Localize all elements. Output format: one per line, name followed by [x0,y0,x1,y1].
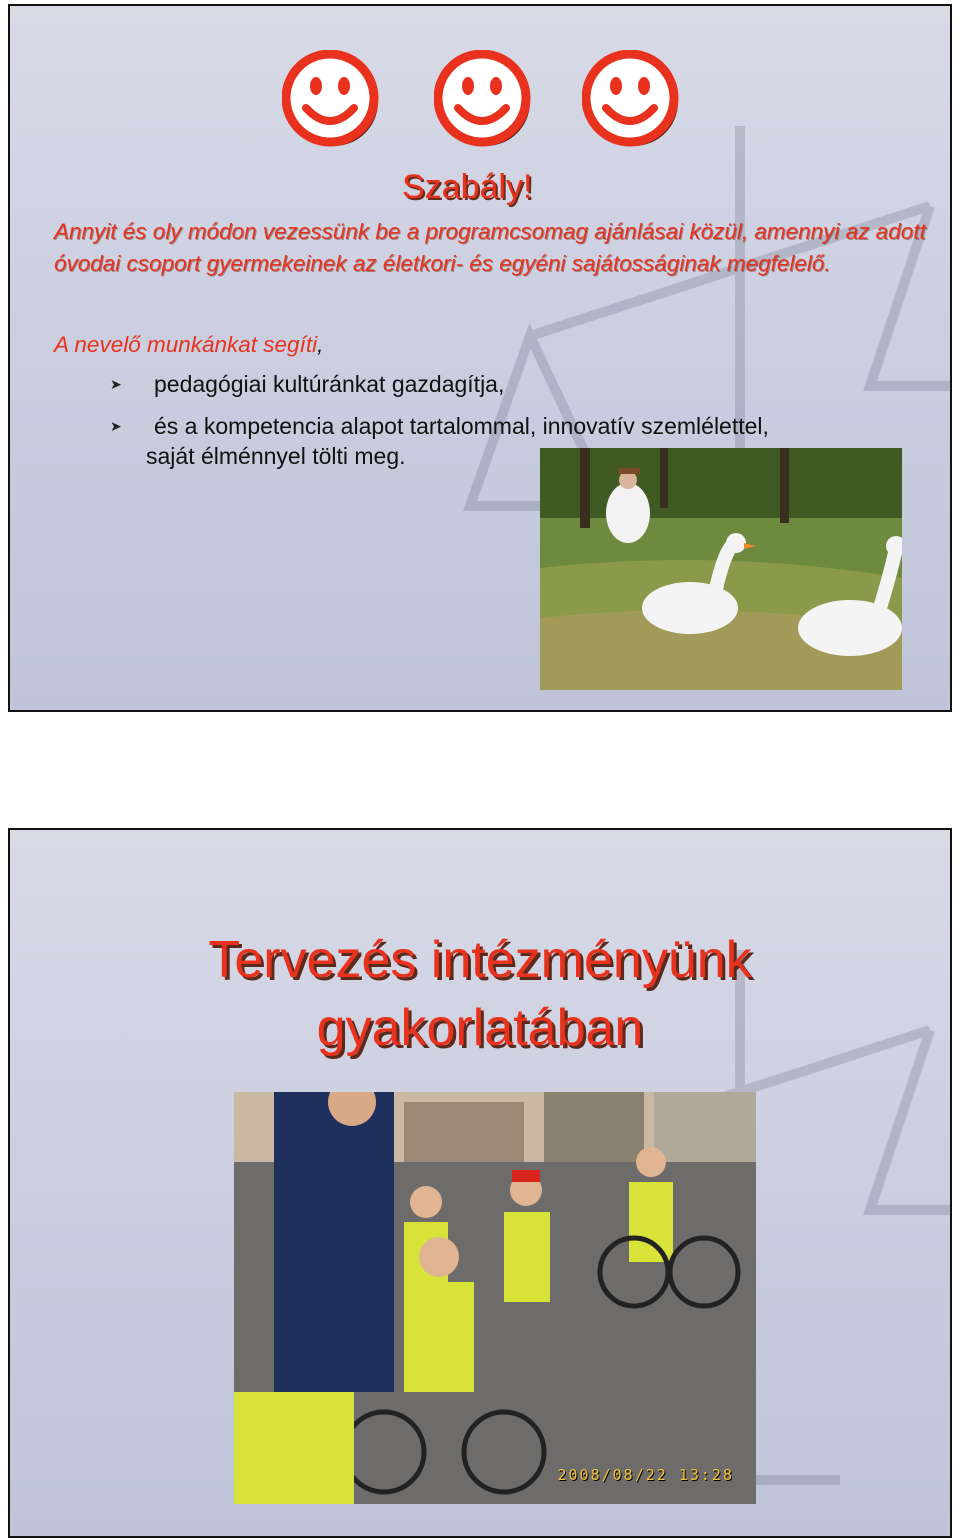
bullet-text: pedagógiai kultúránkat gazdagítja, [154,371,505,397]
list-item [110,369,769,399]
bullet-text: és a kompetencia alapot tartalommal, innovatív szemlélettel, [154,413,769,439]
rule-paragraph: Annyit és oly módon vezessünk be a programcsomag ajánlásai közül, amennyi az adott óvodai csoport gyermekeinek az életkori- és egyéni sajátosságinak megfelelő. [54,219,926,276]
smiley-icon [582,50,682,150]
arrow-bullet-icon: ➤ [110,418,122,434]
children-bicycles-illustration [234,1092,756,1504]
slide-2 [8,828,952,1538]
photo-datestamp: 2008/08/22 13:28 [557,1466,734,1484]
slide-title-line-1: Tervezés intézményünk [208,931,752,989]
rule-title: Szabály! [402,168,533,206]
slide-title [10,926,950,1062]
support-intro-comma: , [317,332,324,357]
bullet-continuation: saját élménnyel tölti meg. [146,443,406,469]
children-bicycles-photo [234,1092,756,1504]
geese-photo-illustration [540,448,902,690]
smiley-icon [282,50,382,150]
support-intro [54,332,323,358]
support-intro-text: A nevelő munkánkat segíti [54,332,318,357]
geese-photo [540,448,902,690]
slide-1 [8,4,952,712]
arrow-bullet-icon: ➤ [110,376,122,392]
smiley-icon [434,50,534,150]
slide-title-line-2: gyakorlatában [316,999,644,1057]
